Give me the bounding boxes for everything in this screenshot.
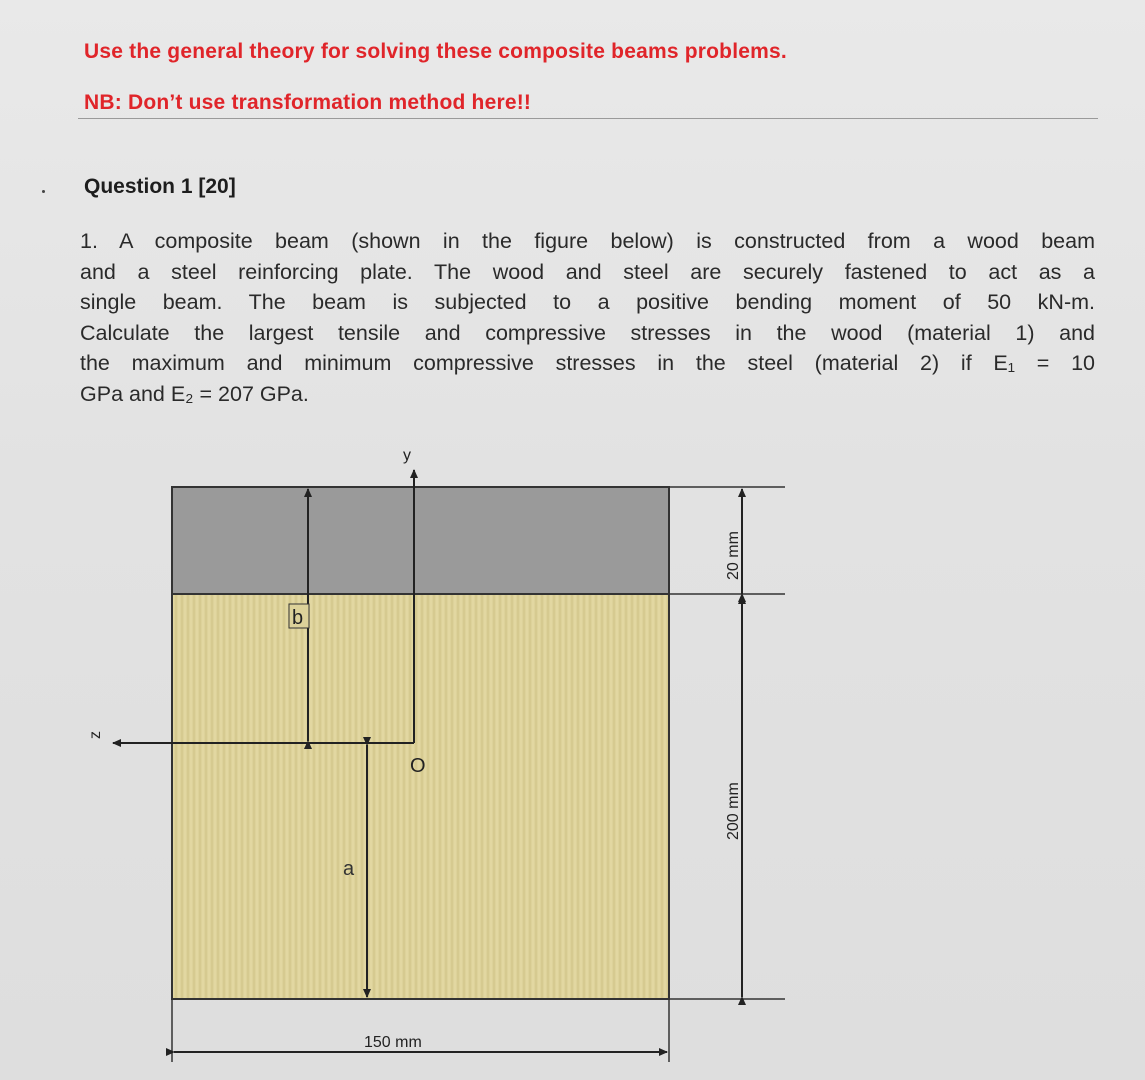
y-axis-label: y [403,447,411,464]
question-line: 1. A composite beam (shown in the figure below) is constructed from a wood beam [80,229,1095,253]
question-line: Calculate the largest tensile and compressive stresses in the wood (material 1) and [80,320,1095,345]
origin-label: O [410,755,426,777]
question-title: Question 1 [20] [84,175,236,198]
dim-label-a: a [343,858,355,880]
instruction-no-transformation: NB: Don’t use transformation method here!! [84,91,532,114]
dim-label-20mm: 20 mm [725,531,742,580]
question-line: and a steel reinforcing plate. The wood and steel are securely fastened to act as a [80,259,1095,284]
dim-label-150mm: 150 mm [364,1034,422,1051]
z-axis-label: z [87,731,104,739]
question-line: single beam. The beam is subjected to a positive bending moment of 50 kN-m. [80,290,1095,315]
dim-label-200mm: 200 mm [725,782,742,840]
instruction-general-theory: Use the general theory for solving these composite beams problems. [84,40,787,63]
question-line: GPa and E₂ = 207 GPa. [80,381,309,406]
dim-label-b: b [292,607,304,629]
wood-beam [172,594,669,999]
steel-plate [172,487,669,594]
question-line: the maximum and minimum compressive stresses in the steel (material 2) if E₁ = 10 [80,351,1095,376]
